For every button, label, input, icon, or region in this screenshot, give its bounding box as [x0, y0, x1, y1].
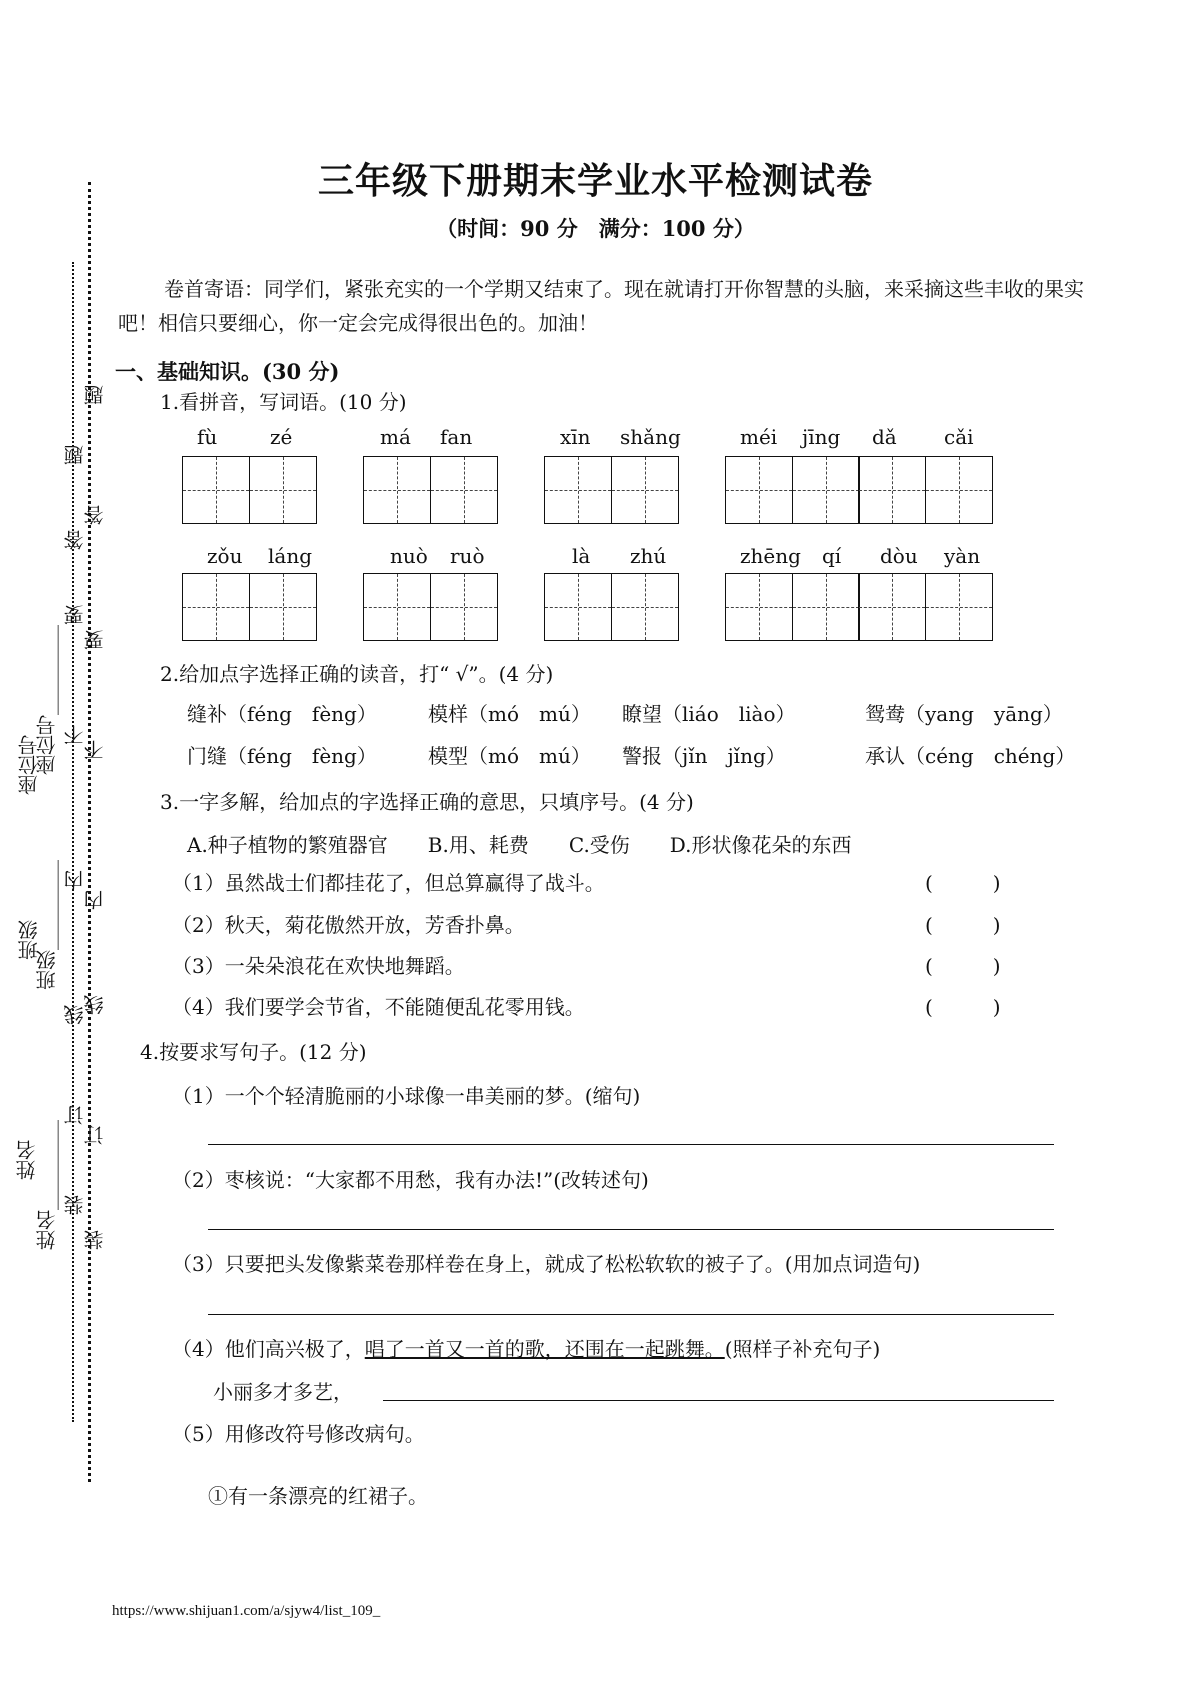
q3-options: A.种子植物的繁殖器官 B.用、耗费 C.受伤 D.形状像花朵的东西 [187, 833, 852, 857]
binding-dotted-line-inner [72, 262, 74, 1422]
q3-answer-3[interactable]: ( ) [925, 954, 1001, 978]
pinyin-shang: shǎng [620, 425, 681, 449]
write-grid-7[interactable] [544, 573, 679, 641]
q4-answer-line-1[interactable] [208, 1144, 1054, 1145]
binding-class-field: 班级_________ [35, 860, 59, 990]
pinyin-yan: yàn [944, 544, 981, 568]
q2-row2-item1[interactable]: 门缝（féng fèng） [187, 744, 377, 768]
warn-char-4: 答 [83, 505, 107, 525]
q2-row1-item4[interactable]: 鸳鸯（yang yāng） [865, 702, 1063, 726]
q2-row2-item2[interactable]: 模型（mó mú） [428, 744, 591, 768]
binding-seat-label: 座位号 [17, 735, 41, 795]
warn-char-16: 装 [83, 1230, 107, 1250]
write-grid-6[interactable] [363, 573, 498, 641]
binding-warning [63, 385, 107, 1265]
intro-paragraph: 卷首寄语：同学们，紧张充实的一个学期又结束了。现在就请打开你智慧的头脑，来采摘这些丰收的果实吧！相信只要细心，你一定会完成得很出色的。加油！ [118, 277, 1084, 335]
pinyin-zou: zǒu [207, 544, 243, 568]
warn-char-9: 内 [63, 870, 87, 890]
pinyin-ruo: ruò [450, 544, 485, 568]
warn-char-2: 题 [63, 445, 87, 465]
q4-s4-lead: 小丽多才多艺， [213, 1380, 353, 1404]
q4-sentence-3: （3）只要把头发像紫菜卷那样卷在身上，就成了松松软软的被子了。(用加点词造句) [172, 1252, 921, 1276]
warn-char-7: 不 [63, 725, 87, 745]
q2-row2-item4[interactable]: 承认（céng chéng） [865, 744, 1076, 768]
page-title: 三年级下册期末学业水平检测试卷 [317, 160, 873, 202]
section-1-title: 一、基础知识。(30 分) [115, 359, 340, 384]
q3-item-1: （1）虽然战士们都挂花了，但总算赢得了战斗。 [172, 871, 605, 895]
pinyin-nuo: nuò [390, 544, 428, 568]
q3-answer-1[interactable]: ( ) [925, 871, 1001, 895]
q3-item-4: （4）我们要学会节省，不能随便乱花零用钱。 [172, 995, 585, 1019]
warn-char-13: 订 [63, 1105, 87, 1125]
q1-label: 1.看拼音，写词语。(10 分) [160, 390, 407, 414]
warn-char-6: 要 [83, 630, 107, 650]
q4-s4-prefix: （4）他们高兴极了， [172, 1337, 365, 1361]
warn-char-3: 答 [63, 530, 87, 550]
write-grid-8[interactable] [725, 573, 993, 641]
warn-char-1: 题 [83, 385, 107, 405]
pinyin-jing: jīng [802, 425, 841, 449]
q4-s4-example: 唱了一首又一首的歌，还围在一起跳舞。 [364, 1337, 725, 1361]
page-subtitle: （时间：90 分 满分：100 分） [436, 216, 755, 241]
write-grid-4[interactable] [725, 456, 993, 524]
write-grid-2[interactable] [363, 456, 498, 524]
pinyin-lang: láng [268, 544, 313, 568]
warn-char-15: 装 [63, 1195, 87, 1215]
q4-label: 4.按要求写句子。(12 分) [140, 1040, 367, 1064]
pinyin-ma: má [380, 425, 411, 449]
pinyin-dou: dòu [880, 544, 918, 568]
q2-row2-item3[interactable]: 警报（jǐn jǐng） [622, 744, 786, 768]
pinyin-zhu: zhú [630, 544, 667, 568]
pinyin-xin: xīn [560, 425, 591, 449]
q2-row1-item3[interactable]: 瞭望（liáo liào） [622, 702, 796, 726]
pinyin-cai: cǎi [944, 425, 974, 449]
footer-url[interactable]: https://www.shijuan1.com/a/sjyw4/list_109_ [112, 1603, 381, 1619]
pinyin-fu: fù [197, 425, 218, 449]
binding-seat-field: 座位号_________ [35, 625, 59, 775]
q3-item-3: （3）一朵朵浪花在欢快地舞蹈。 [172, 954, 465, 978]
pinyin-zheng: zhēng [740, 544, 801, 568]
q4-sentence-5-1[interactable]: ①有一条漂亮的红裙子。 [208, 1484, 428, 1508]
q4-sentence-4 [172, 1333, 880, 1362]
write-grid-1[interactable] [182, 456, 317, 524]
q4-s4-suffix: (照样子补充句子) [724, 1337, 881, 1361]
q2-label: 2.给加点字选择正确的读音，打“ √”。(4 分) [160, 662, 554, 686]
q4-sentence-2: （2）枣核说：“大家都不用愁，我有办法!”(改转述句) [172, 1168, 649, 1192]
pinyin-fan: fan [440, 425, 473, 449]
q4-sentence-5: （5）用修改符号修改病句。 [172, 1422, 425, 1446]
warn-char-5: 要 [63, 605, 87, 625]
write-grid-3[interactable] [544, 456, 679, 524]
pinyin-la: là [572, 544, 591, 568]
warn-char-10: 内 [83, 890, 107, 910]
warn-char-12: 线 [83, 995, 107, 1015]
q3-answer-2[interactable]: ( ) [925, 913, 1001, 937]
binding-name-field: 姓名_________ [35, 1120, 59, 1250]
binding-class-label: 班级 [17, 920, 41, 960]
write-grid-5[interactable] [182, 573, 317, 641]
q4-sentence-1: （1）一个个轻清脆丽的小球像一串美丽的梦。(缩句) [172, 1084, 641, 1108]
pinyin-ze: zé [270, 425, 293, 449]
q4-answer-line-4[interactable] [383, 1400, 1054, 1401]
pinyin-mei: méi [740, 425, 778, 449]
q3-item-2: （2）秋天，菊花傲然开放，芳香扑鼻。 [172, 913, 525, 937]
warn-char-14: 订 [83, 1125, 107, 1145]
q2-row1-item2[interactable]: 模样（mó mú） [428, 702, 591, 726]
q3-label: 3.一字多解，给加点的字选择正确的意思，只填序号。(4 分) [160, 790, 694, 814]
q3-answer-4[interactable]: ( ) [925, 995, 1001, 1019]
pinyin-da: dǎ [872, 425, 897, 449]
q2-row1-item1[interactable]: 缝补（féng fèng） [187, 702, 377, 726]
warn-char-11: 线 [63, 1005, 87, 1025]
warn-char-8: 不 [83, 740, 107, 760]
pinyin-qi: qí [822, 544, 842, 568]
binding-name-label: 姓名 [15, 1140, 39, 1180]
q4-answer-line-3[interactable] [208, 1314, 1054, 1315]
q4-answer-line-2[interactable] [208, 1229, 1054, 1230]
